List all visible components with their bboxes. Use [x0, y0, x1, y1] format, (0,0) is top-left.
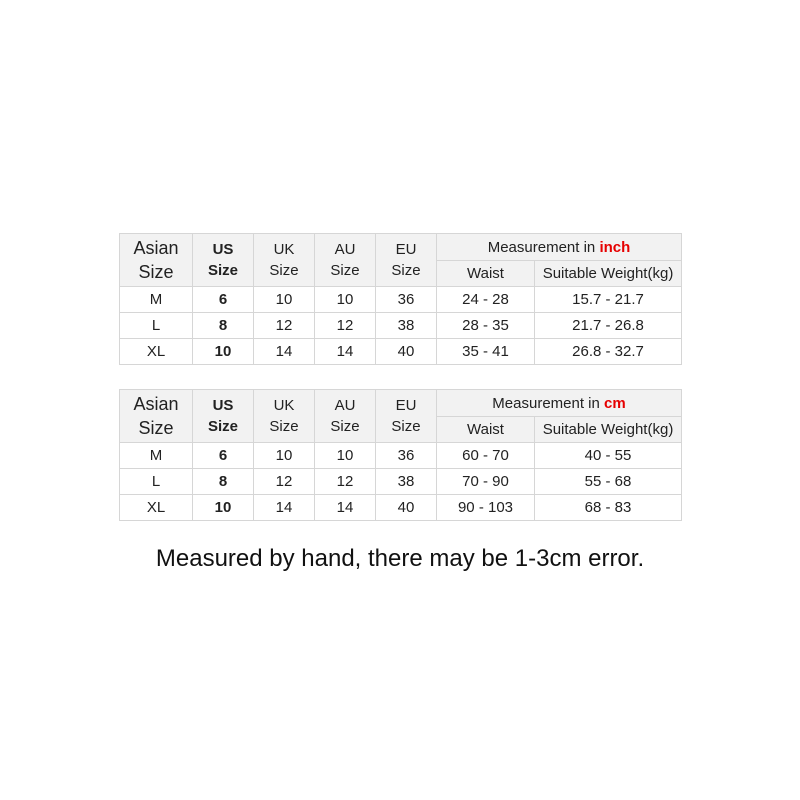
- cell-us: 8: [193, 313, 254, 339]
- cell-asian: XL: [120, 495, 193, 521]
- cell-us: 10: [193, 495, 254, 521]
- cell-waist: 70 - 90: [437, 469, 535, 495]
- table-row: [120, 287, 682, 313]
- cell-asian: XL: [120, 339, 193, 365]
- cell-waist: 24 - 28: [437, 287, 535, 313]
- cell-uk: 14: [254, 495, 315, 521]
- cell-au: 12: [315, 313, 376, 339]
- header-measurement-cm: Measurement in cm: [437, 390, 682, 417]
- cell-weight: 68 - 83: [535, 495, 682, 521]
- cell-waist: 60 - 70: [437, 443, 535, 469]
- header-eu-size: EU Size: [376, 234, 437, 287]
- cell-au: 12: [315, 469, 376, 495]
- table-row: [120, 469, 682, 495]
- cell-eu: 40: [376, 339, 437, 365]
- cell-asian: L: [120, 469, 193, 495]
- table-row: [120, 443, 682, 469]
- cell-waist: 28 - 35: [437, 313, 535, 339]
- measurement-note: Measured by hand, there may be 1-3cm error.: [155, 545, 645, 572]
- cell-eu: 38: [376, 313, 437, 339]
- cell-uk: 10: [254, 287, 315, 313]
- cell-uk: 12: [254, 313, 315, 339]
- cell-us: 6: [193, 443, 254, 469]
- cell-eu: 36: [376, 287, 437, 313]
- cell-waist: 90 - 103: [437, 495, 535, 521]
- header-us-size: US Size: [193, 390, 254, 443]
- cell-eu: 38: [376, 469, 437, 495]
- table-row: [120, 495, 682, 521]
- header-eu-size: EU Size: [376, 390, 437, 443]
- cell-weight: 26.8 - 32.7: [535, 339, 682, 365]
- cell-uk: 14: [254, 339, 315, 365]
- size-table-cm: [119, 389, 682, 521]
- cell-eu: 36: [376, 443, 437, 469]
- cell-weight: 55 - 68: [535, 469, 682, 495]
- header-au-size: AU Size: [315, 234, 376, 287]
- header-asian-size: Asian Size: [120, 234, 193, 287]
- cell-au: 14: [315, 339, 376, 365]
- cell-asian: M: [120, 443, 193, 469]
- header-uk-size: UK Size: [254, 234, 315, 287]
- header-au-size: AU Size: [315, 390, 376, 443]
- cell-waist: 35 - 41: [437, 339, 535, 365]
- header-uk-size: UK Size: [254, 390, 315, 443]
- cell-au: 10: [315, 287, 376, 313]
- header-asian-size: Asian Size: [120, 390, 193, 443]
- table-row: [120, 313, 682, 339]
- cell-weight: 40 - 55: [535, 443, 682, 469]
- cell-us: 6: [193, 287, 254, 313]
- header-us-size: US Size: [193, 234, 254, 287]
- header-weight: Suitable Weight(kg): [535, 261, 682, 287]
- cell-us: 10: [193, 339, 254, 365]
- cell-au: 14: [315, 495, 376, 521]
- cell-uk: 10: [254, 443, 315, 469]
- cell-eu: 40: [376, 495, 437, 521]
- header-waist: Waist: [437, 417, 535, 443]
- cell-uk: 12: [254, 469, 315, 495]
- cell-weight: 15.7 - 21.7: [535, 287, 682, 313]
- header-weight: Suitable Weight(kg): [535, 417, 682, 443]
- cell-asian: M: [120, 287, 193, 313]
- table-row: [120, 339, 682, 365]
- size-table-inch: [119, 233, 682, 365]
- header-measurement-inch: Measurement in inch: [437, 234, 682, 261]
- cell-us: 8: [193, 469, 254, 495]
- cell-asian: L: [120, 313, 193, 339]
- header-waist: Waist: [437, 261, 535, 287]
- cell-weight: 21.7 - 26.8: [535, 313, 682, 339]
- cell-au: 10: [315, 443, 376, 469]
